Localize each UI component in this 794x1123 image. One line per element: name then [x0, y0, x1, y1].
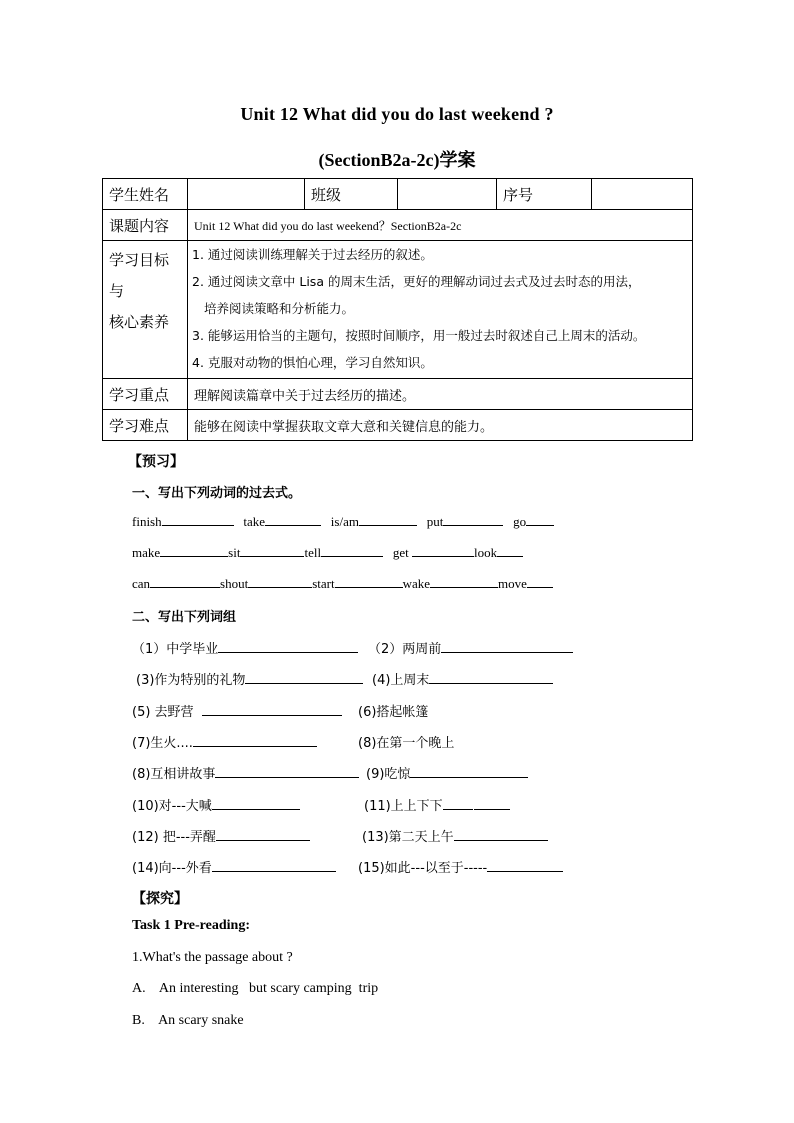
part2-heading: 二、写出下列词组 [132, 610, 237, 625]
verb-put: put [426, 514, 444, 529]
blank[interactable] [160, 544, 228, 557]
blank[interactable] [527, 575, 553, 588]
blank[interactable] [248, 575, 312, 588]
goals-label [103, 241, 188, 379]
verb-row-1 [132, 513, 554, 530]
difficulty-value: 能够在阅读中掌握获取文章大意和关键信息的能力。 [188, 410, 693, 441]
verb-go: go [513, 514, 527, 529]
blank[interactable] [216, 828, 310, 841]
verb-get: get [392, 545, 409, 560]
class-label: 班级 [305, 179, 398, 210]
blank[interactable] [487, 859, 563, 872]
title-line-2: (SectionB2a-2c)学案 [318, 150, 476, 170]
blank[interactable] [212, 797, 300, 810]
phrase-label: (13)第二天上午 [362, 830, 454, 845]
verb-start: start [312, 576, 335, 591]
blank[interactable] [150, 575, 220, 588]
goal-item: 3. 能够运用恰当的主题句，按照时间顺序，用一般过去时叙述自己上周末的活动。 [192, 328, 646, 343]
blank[interactable] [410, 765, 528, 778]
phrase-label: (10)对---大喊 [132, 799, 212, 814]
phrase-row [132, 857, 336, 876]
verb-finish: finish [132, 514, 162, 529]
phrase-label: (5) 去野营 [132, 705, 194, 720]
blank[interactable] [245, 671, 363, 684]
phrase-row [132, 732, 317, 751]
name-label: 学生姓名 [103, 179, 188, 210]
phrase-label: （1）中学毕业 [132, 642, 219, 657]
verb-isam: is/am [330, 514, 359, 529]
phrase-row [132, 763, 359, 782]
difficulty-label: 学习难点 [103, 410, 188, 441]
verb-tell: tell [304, 545, 322, 560]
blank[interactable] [526, 513, 554, 526]
phrase-row [362, 826, 548, 845]
blank[interactable] [265, 513, 321, 526]
phrase-row [132, 701, 342, 720]
blank[interactable] [359, 513, 417, 526]
blank[interactable] [162, 513, 234, 526]
preview-heading: 【预习】 [128, 454, 184, 470]
key-label: 学习重点 [103, 379, 188, 410]
verb-take: take [243, 514, 266, 529]
topic-value: Unit 12 What did you do last weekend？SectionB2a-2c [188, 210, 693, 241]
blank[interactable] [429, 671, 553, 684]
blank[interactable] [335, 575, 403, 588]
number-cell[interactable] [592, 179, 693, 210]
blank[interactable] [321, 544, 383, 557]
phrase-label: (3)作为特别的礼物 [136, 673, 246, 688]
part1-heading: 一、写出下列动词的过去式。 [132, 486, 302, 501]
verb-can: can [132, 576, 151, 591]
info-table [102, 178, 693, 441]
option-a[interactable]: A. An interesting but scary camping trip [132, 981, 379, 996]
phrase-row [132, 638, 358, 657]
goal-item: 培养阅读策略和分析能力。 [204, 301, 355, 316]
phrase-row [366, 763, 528, 782]
blank[interactable] [430, 575, 498, 588]
phrase-label: (8)在第一个晚上 [358, 736, 455, 751]
verb-shout: shout [220, 576, 249, 591]
phrase-row [368, 638, 573, 657]
blank[interactable] [454, 828, 548, 841]
phrase-label: (12) 把---弄醒 [132, 830, 216, 845]
question-1: 1.What's the passage about ? [132, 950, 293, 965]
phrase-label: (7)生火.... [132, 736, 193, 751]
phrase-label: (6)搭起帐篷 [358, 705, 429, 720]
blank[interactable] [474, 797, 510, 810]
verb-move: move [498, 576, 527, 591]
phrase-label: (4)上周末 [372, 673, 430, 688]
blank[interactable] [240, 544, 304, 557]
key-value: 理解阅读篇章中关于过去经历的描述。 [188, 379, 693, 410]
name-cell[interactable] [188, 179, 305, 210]
goal-item: 4. 克服对动物的惧怕心理，学习自然知识。 [192, 355, 433, 370]
blank[interactable] [212, 859, 336, 872]
phrase-row [372, 669, 553, 688]
phrase-label: （2）两周前 [368, 642, 442, 657]
number-label: 序号 [497, 179, 592, 210]
goals-label-3: 核心素养 [109, 313, 170, 331]
phrase-row [132, 795, 300, 814]
goals-list [188, 241, 693, 379]
task1-heading: Task 1 Pre-reading: [132, 918, 250, 933]
phrase-row [358, 732, 454, 751]
verb-make: make [132, 545, 161, 560]
phrase-row [358, 701, 428, 720]
title-line-1: Unit 12 What did you do last weekend ? [240, 104, 554, 124]
verb-look: look [473, 545, 498, 560]
phrase-label: (9)吃惊 [366, 767, 411, 782]
phrase-row [136, 669, 363, 688]
goal-item: 2. 通过阅读文章中 Lisa 的周末生活，更好的理解动词过去式及过去时态的用法， [192, 274, 641, 289]
phrase-row [364, 795, 510, 814]
goal-item: 1. 通过阅读训练理解关于过去经历的叙述。 [192, 247, 433, 262]
goals-label-1: 学习目标 [109, 251, 170, 269]
blank[interactable] [193, 734, 317, 747]
blank[interactable] [441, 640, 573, 653]
blank[interactable] [218, 640, 358, 653]
blank[interactable] [412, 544, 474, 557]
phrase-label: (15)如此---以至于----- [358, 861, 488, 876]
class-cell[interactable] [398, 179, 497, 210]
verb-wake: wake [402, 576, 431, 591]
verb-sit: sit [228, 545, 241, 560]
blank[interactable] [497, 544, 523, 557]
blank[interactable] [215, 765, 359, 778]
blank[interactable] [443, 797, 473, 810]
verb-row-2 [132, 544, 523, 561]
blank[interactable] [202, 703, 342, 716]
topic-label: 课题内容 [103, 210, 188, 241]
verb-row-3 [132, 575, 553, 592]
phrase-label: (11)上上下下 [364, 799, 443, 814]
phrase-label: (8)互相讲故事 [132, 767, 216, 782]
phrase-row [358, 857, 563, 876]
phrase-label: (14)向---外看 [132, 861, 212, 876]
option-b[interactable]: B. An scary snake [132, 1013, 244, 1028]
explore-heading: 【探究】 [132, 891, 188, 907]
goals-label-2: 与 [109, 282, 125, 300]
phrase-row [132, 826, 310, 845]
blank[interactable] [443, 513, 503, 526]
